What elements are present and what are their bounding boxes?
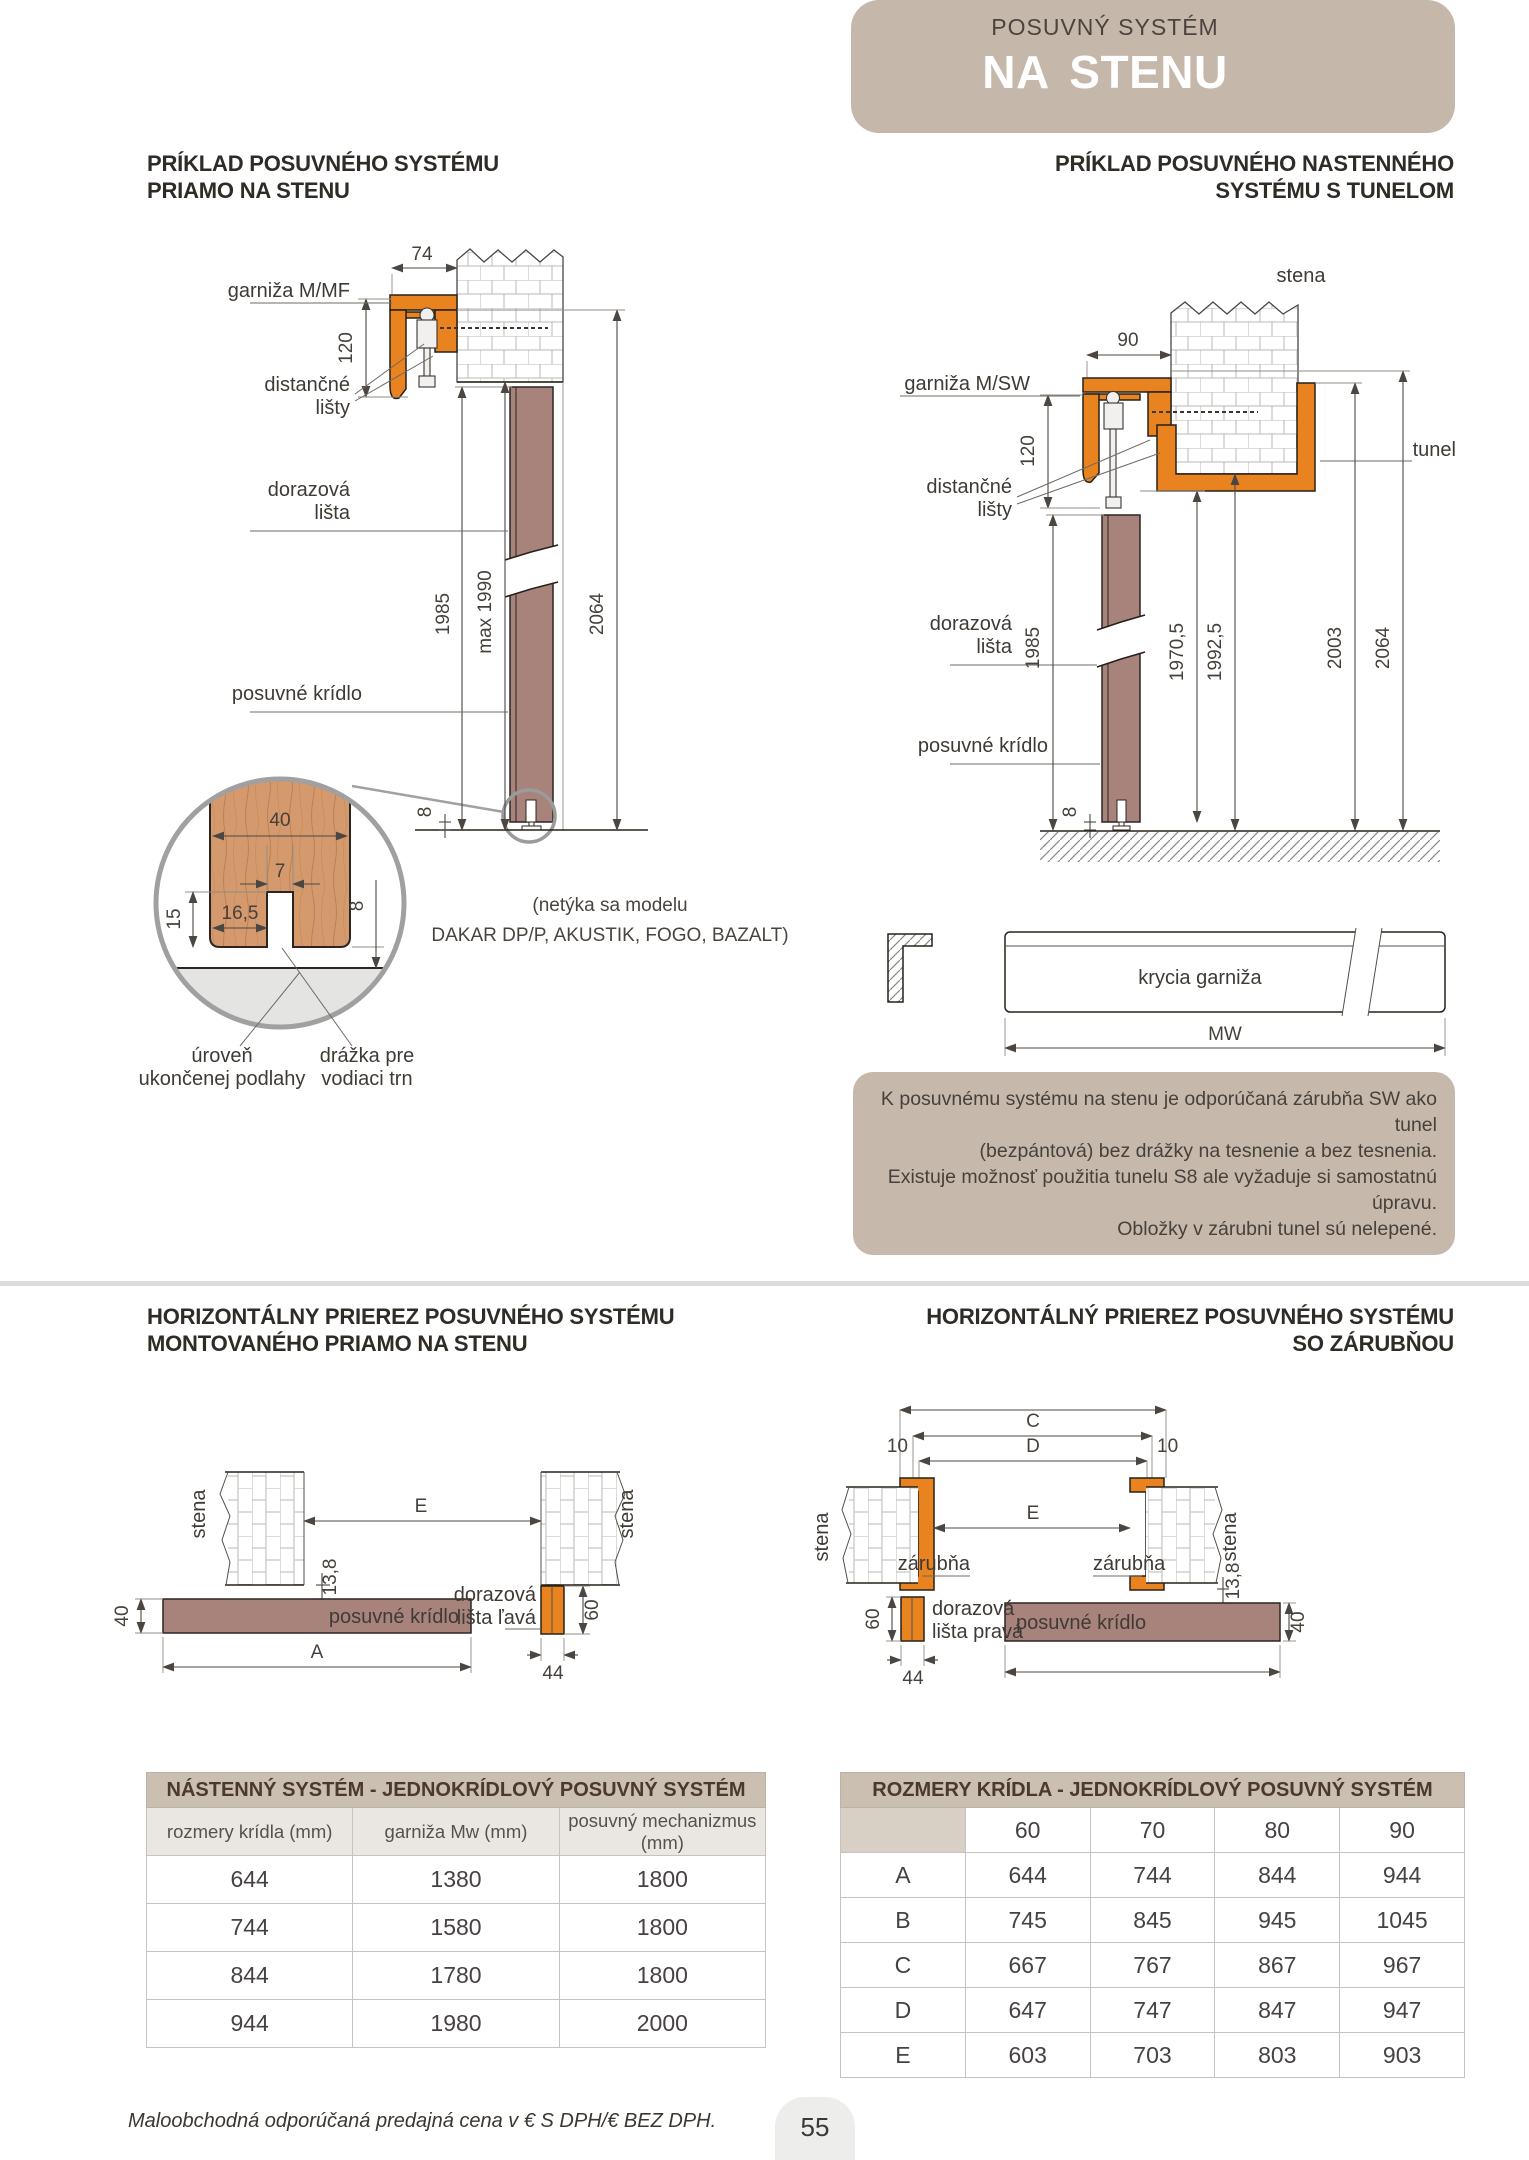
dim-40: 40 xyxy=(1288,1611,1309,1633)
dim-10-right: 10 xyxy=(1157,1436,1179,1457)
garniza-bracket xyxy=(435,310,457,352)
table-row xyxy=(841,1898,1465,1943)
cell: 1780 xyxy=(353,1952,559,2000)
label-stena: stena xyxy=(1219,1512,1241,1562)
cell: 867 xyxy=(1215,1943,1340,1988)
note-models: DAKAR DP/P, AKUSTIK, FOGO, BAZALT) xyxy=(431,925,789,946)
dim-60: 60 xyxy=(863,1608,884,1630)
dim-15: 15 xyxy=(164,908,185,930)
column-header: posuvný mechanizmus (mm) xyxy=(559,1808,765,1856)
cell: 2000 xyxy=(559,2000,765,2048)
label-posuvne-kridlo: posuvné krídlo xyxy=(231,683,362,705)
caption-guide-groove: vodiaci trn xyxy=(321,1068,413,1090)
dim-74: 74 xyxy=(411,244,433,265)
label-zarubna-right: zárubňa xyxy=(1093,1553,1166,1575)
cell: 945 xyxy=(1215,1898,1340,1943)
cell: 747 xyxy=(1090,1988,1215,2033)
label-distancne: distančné xyxy=(264,374,350,396)
table-row xyxy=(841,1988,1465,2033)
dim-E: E xyxy=(1026,1503,1040,1524)
caption-floor-level: úroveň xyxy=(191,1045,253,1067)
table-row xyxy=(841,1853,1465,1898)
dim-40: 40 xyxy=(269,810,291,831)
table-row xyxy=(147,1952,766,2000)
label-distancne: lišty xyxy=(977,499,1012,521)
heading-mid-left xyxy=(147,1303,674,1357)
dim-mw: MW xyxy=(1208,1024,1242,1045)
label-dorazova-prava: dorazová xyxy=(932,1598,1015,1620)
diagram-vertical-tunnel-system xyxy=(888,265,1456,1056)
cell: 967 xyxy=(1340,1943,1465,1988)
dim-7: 7 xyxy=(274,861,286,882)
table-row xyxy=(147,2000,766,2048)
cell: 844 xyxy=(1215,1853,1340,1898)
diagram-horizontal-wall-mounted xyxy=(112,1472,638,1684)
ground-hatch xyxy=(1040,832,1440,862)
cell: 703 xyxy=(1090,2033,1215,2078)
garniza-top-plate xyxy=(390,295,457,310)
dim-2064: 2064 xyxy=(1373,626,1394,670)
dim-90: 90 xyxy=(1117,330,1139,351)
table-row xyxy=(841,1943,1465,1988)
dim-8: 8 xyxy=(1060,806,1081,818)
cell: 1045 xyxy=(1340,1898,1465,1943)
table-title: NÁSTENNÝ SYSTÉM - JEDNOKRÍDLOVÝ POSUVNÝ SYSTÉM xyxy=(147,1773,766,1808)
column-header: 60 xyxy=(965,1808,1090,1853)
cell: 947 xyxy=(1340,1988,1465,2033)
info-box-text xyxy=(853,1086,1437,1242)
dim-40: 40 xyxy=(112,1605,133,1627)
cell: 744 xyxy=(147,1904,353,1952)
label-zarubna-left: zárubňa xyxy=(897,1553,970,1575)
detail-door-bottom xyxy=(139,770,415,1090)
table-title: ROZMERY KRÍDLA - JEDNOKRÍDLOVÝ POSUVNÝ SYSTÉM xyxy=(841,1773,1465,1808)
dim-8: 8 xyxy=(415,806,436,818)
heading-line: HORIZONTÁLNY PRIEREZ POSUVNÉHO SYSTÉMU xyxy=(147,1304,675,1329)
footer-note: Maloobchodná odporúčaná predajná cena v € S DPH/€ BEZ DPH. xyxy=(128,2110,717,2132)
wall-section xyxy=(1171,302,1298,474)
dim-D: D xyxy=(1026,1436,1040,1457)
caption-guide-groove: drážka pre xyxy=(319,1045,415,1067)
column-header: 90 xyxy=(1340,1808,1465,1853)
dim-8-detail: 8 xyxy=(347,900,368,912)
label-posuvne-kridlo: posuvné krídlo xyxy=(917,735,1048,757)
table-door-dimensions xyxy=(840,1772,1465,2078)
row-label: C xyxy=(841,1943,966,1988)
label-dorazova-lava: lišta ľavá xyxy=(456,1607,536,1629)
heading-line: SYSTÉMU S TUNELOM xyxy=(1215,178,1454,203)
cell: 944 xyxy=(1340,1853,1465,1898)
label-posuvne-kridlo: posuvné krídlo xyxy=(1016,1612,1147,1634)
label-stena: stena xyxy=(811,1512,833,1562)
dim-C: C xyxy=(1026,1411,1040,1432)
wall-section xyxy=(541,1472,617,1585)
floor-fill xyxy=(150,968,410,1030)
note-models: (netýka sa modelu xyxy=(532,895,688,916)
label-distancne: lišty xyxy=(315,397,350,419)
dim-2003: 2003 xyxy=(1325,626,1346,670)
garniza-front-plate xyxy=(390,310,406,399)
column-header: 80 xyxy=(1215,1808,1340,1853)
info-line: Existuje možnosť použitia tunelu S8 ale vyžaduje si samostatnú úpravu. xyxy=(887,1166,1437,1214)
label-garniza-msw: garniža M/SW xyxy=(904,373,1030,395)
label-dorazova: lišta xyxy=(976,636,1012,658)
info-line: Obložky v zárubni tunel sú nelepené. xyxy=(1117,1218,1437,1240)
dim-A: A xyxy=(310,1642,324,1663)
table-row xyxy=(841,2033,1465,2078)
dim-1970-5: 1970,5 xyxy=(1167,622,1188,682)
label-stena: stena xyxy=(616,1489,638,1539)
label-stena: stena xyxy=(188,1489,210,1539)
cell: 844 xyxy=(147,1952,353,2000)
table-row xyxy=(147,1904,766,1952)
column-header: 70 xyxy=(1090,1808,1215,1853)
heading-line: PRIAMO NA STENU xyxy=(147,178,350,203)
info-line: K posuvnému systému na stenu je odporúčaná zárubňa SW ako tunel xyxy=(880,1088,1437,1136)
heading-line: PRÍKLAD POSUVNÉHO NASTENNÉHO xyxy=(1055,151,1454,176)
cell: 1980 xyxy=(353,2000,559,2048)
dim-120: 120 xyxy=(1018,435,1039,467)
dim-120: 120 xyxy=(336,332,357,364)
row-label: A xyxy=(841,1853,966,1898)
cell: 745 xyxy=(965,1898,1090,1943)
cell: 744 xyxy=(1090,1853,1215,1898)
dim-2064: 2064 xyxy=(587,592,608,636)
row-label: D xyxy=(841,1988,966,2033)
label-posuvne-kridlo: posuvné krídlo xyxy=(328,1606,459,1628)
dim-44: 44 xyxy=(542,1663,564,1684)
label-krycia-garniza: krycia garniža xyxy=(1138,967,1262,989)
dim-10-left: 10 xyxy=(886,1436,908,1457)
cell: 1800 xyxy=(559,1856,765,1904)
dim-60: 60 xyxy=(582,1599,603,1621)
label-garniza-mmf: garniža M/MF xyxy=(227,280,350,302)
label-dorazova-prava: lišta pravá xyxy=(932,1621,1024,1643)
label-dorazova: lišta xyxy=(314,502,350,524)
cell: 903 xyxy=(1340,2033,1465,2078)
section-divider xyxy=(0,1281,1529,1286)
column-header: rozmery krídla (mm) xyxy=(147,1808,353,1856)
label-tunel: tunel xyxy=(1412,439,1456,461)
cell: 1580 xyxy=(353,1904,559,1952)
info-line: (bezpántová) bez drážky na tesnenie a bez tesnenia. xyxy=(979,1140,1437,1162)
page-title: NA STENU xyxy=(982,46,1228,98)
dim-13-8: 13,8 xyxy=(320,1558,341,1596)
heading-line: SO ZÁRUBŇOU xyxy=(1292,1331,1454,1356)
dim-E: E xyxy=(414,1496,428,1517)
cell: 644 xyxy=(965,1853,1090,1898)
wall-section xyxy=(228,1472,304,1585)
heading-line: HORIZONTÁLNÝ PRIEREZ POSUVNÉHO SYSTÉMU xyxy=(926,1304,1454,1329)
page-number: 55 xyxy=(800,2112,830,2142)
row-label: E xyxy=(841,2033,966,2078)
wall-section xyxy=(457,249,563,382)
dim-1985: 1985 xyxy=(433,592,454,636)
dim-13-8: 13,8 xyxy=(1223,1562,1244,1600)
cell: 845 xyxy=(1090,1898,1215,1943)
cell: 944 xyxy=(147,2000,353,2048)
dim-max-1990: max 1990 xyxy=(475,570,496,654)
heading-mid-right xyxy=(854,1303,1454,1357)
dim-44: 44 xyxy=(902,1668,924,1689)
corner-profile-icon xyxy=(888,934,932,1002)
table-row xyxy=(147,1856,766,1904)
label-dorazova: dorazová xyxy=(929,613,1012,635)
heading-line: MONTOVANÉHO PRIAMO NA STENU xyxy=(147,1331,528,1356)
dim-1992-5: 1992,5 xyxy=(1205,622,1226,682)
cell: 803 xyxy=(1215,2033,1340,2078)
cell: 644 xyxy=(147,1856,353,1904)
label-dorazova: dorazová xyxy=(267,479,350,501)
cell: 603 xyxy=(965,2033,1090,2078)
dim-1985: 1985 xyxy=(1023,626,1044,670)
label-dorazova-lava: dorazová xyxy=(453,1584,536,1606)
table-wall-system xyxy=(146,1772,766,2048)
label-distancne: distančné xyxy=(926,476,1012,498)
row-label: B xyxy=(841,1898,966,1943)
header-kicker: POSUVNÝ SYSTÉM xyxy=(991,14,1219,40)
label-stena: stena xyxy=(1276,265,1326,287)
cell: 1380 xyxy=(353,1856,559,1904)
caption-floor-level: ukončenej podlahy xyxy=(138,1068,306,1090)
dim-16-5: 16,5 xyxy=(221,903,259,924)
heading-line: PRÍKLAD POSUVNÉHO SYSTÉMU xyxy=(147,151,499,176)
cell: 1800 xyxy=(559,1904,765,1952)
cell: 1800 xyxy=(559,1952,765,2000)
cell: 647 xyxy=(965,1988,1090,2033)
cell: 767 xyxy=(1090,1943,1215,1988)
cell: 847 xyxy=(1215,1988,1340,2033)
corner-cell xyxy=(841,1808,966,1853)
diagram-horizontal-with-frame xyxy=(811,1410,1309,1689)
column-header: garniža Mw (mm) xyxy=(353,1808,559,1856)
cell: 667 xyxy=(965,1943,1090,1988)
